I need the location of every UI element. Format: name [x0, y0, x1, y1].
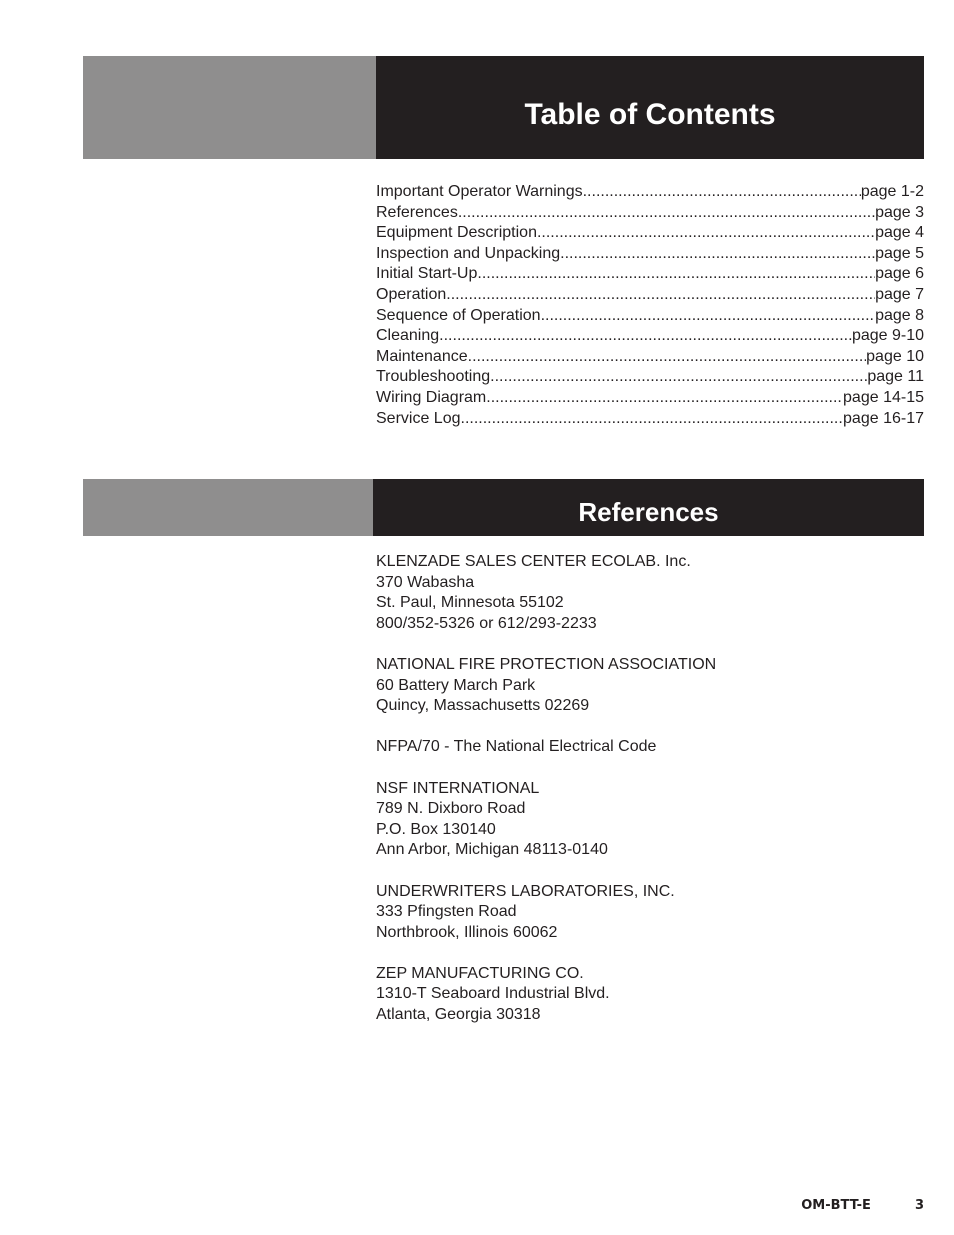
- toc-entry: [376, 244, 924, 265]
- toc-entry-page: page 11: [867, 368, 924, 386]
- toc-entry-page: page 9-10: [851, 327, 924, 345]
- toc-entry: [376, 367, 924, 388]
- reference-line: NFPA/70 - The National Electrical Code: [376, 738, 657, 756]
- toc-leader-dots: [461, 409, 844, 430]
- toc-leader-dots: [439, 326, 852, 347]
- reference-line: 789 N. Dixboro Road: [376, 800, 526, 818]
- toc-entry: [376, 182, 924, 203]
- toc-entry-page: page 8: [875, 306, 924, 324]
- reference-entry: [376, 737, 924, 758]
- toc-entry: [376, 347, 924, 368]
- toc-leader-dots: [486, 388, 843, 409]
- toc-entry-title: Equipment Description: [376, 224, 537, 242]
- reference-entry: [376, 882, 924, 944]
- toc-entry-title: Sequence of Operation: [376, 306, 541, 324]
- page-footer: [801, 1198, 924, 1213]
- toc-entry: [376, 223, 924, 244]
- reference-line: P.O. Box 130140: [376, 820, 496, 838]
- toc-leader-dots: [446, 285, 875, 306]
- toc-leader-dots: [477, 264, 875, 285]
- toc-entry-title: Troubleshooting: [376, 368, 491, 386]
- reference-entry: [376, 779, 924, 861]
- reference-line: 800/352-5326 or 612/293-2233: [376, 614, 597, 632]
- toc-entry-title: References: [376, 203, 458, 221]
- toc-leader-dots: [468, 347, 867, 368]
- toc-entry: [376, 285, 924, 306]
- toc-leader-dots: [541, 306, 876, 327]
- toc-header-banner: [83, 56, 924, 159]
- toc-leader-dots: [458, 203, 875, 224]
- doc-code: OM-BTT-E: [801, 1198, 871, 1213]
- reference-line: 333 Pfingsten Road: [376, 903, 517, 921]
- reference-line: ZEP MANUFACTURING CO.: [376, 964, 584, 982]
- reference-line: Quincy, Massachusetts 02269: [376, 697, 590, 715]
- toc-entry: [376, 326, 924, 347]
- page-number: 3: [914, 1198, 924, 1213]
- toc-entry-title: Cleaning: [376, 327, 440, 345]
- toc-entry-title: Maintenance: [376, 347, 468, 365]
- toc-list: [376, 182, 924, 429]
- references-list: [376, 552, 924, 1046]
- reference-line: KLENZADE SALES CENTER ECOLAB. Inc.: [376, 553, 691, 570]
- reference-line: NATIONAL FIRE PROTECTION ASSOCIATION: [376, 655, 717, 673]
- toc-entry-page: page 7: [875, 285, 924, 303]
- toc-entry: [376, 203, 924, 224]
- toc-entry-page: page 14-15: [843, 388, 924, 406]
- toc-entry: [376, 388, 924, 409]
- toc-entry-title: Service Log: [376, 409, 461, 427]
- reference-line: UNDERWRITERS LABORATORIES, INC.: [376, 882, 675, 900]
- toc-leader-dots: [537, 223, 875, 244]
- reference-line: 1310-T Seaboard Industrial Blvd.: [376, 985, 610, 1003]
- reference-line: 60 Battery March Park: [376, 676, 536, 694]
- toc-entry-page: page 16-17: [843, 409, 924, 427]
- toc-entry-title: Important Operator Warnings: [376, 183, 583, 200]
- reference-line: Ann Arbor, Michigan 48113-0140: [376, 841, 608, 859]
- reference-entry: [376, 655, 924, 717]
- toc-entry-page: page 6: [875, 265, 924, 283]
- toc-entry-page: page 1-2: [860, 183, 924, 200]
- toc-entry-page: page 3: [875, 203, 924, 221]
- reference-entry: [376, 552, 924, 634]
- toc-entry: [376, 409, 924, 430]
- references-header-banner: [83, 479, 924, 536]
- toc-entry-title: Operation: [376, 285, 447, 303]
- reference-line: 370 Wabasha: [376, 573, 475, 591]
- reference-line: Atlanta, Georgia 30318: [376, 1006, 541, 1024]
- reference-line: NSF INTERNATIONAL: [376, 779, 540, 797]
- toc-entry-page: page 5: [875, 244, 924, 262]
- reference-entry: [376, 964, 924, 1026]
- toc-entry: [376, 306, 924, 327]
- toc-entry-title: Initial Start-Up: [376, 265, 478, 283]
- toc-entry-page: page 10: [866, 347, 924, 365]
- toc-leader-dots: [583, 182, 861, 203]
- toc-heading: Table of Contents: [376, 56, 924, 159]
- reference-line: St. Paul, Minnesota 55102: [376, 594, 564, 612]
- toc-entry-title: Wiring Diagram: [376, 388, 487, 406]
- toc-leader-dots: [560, 244, 875, 265]
- banner-gray-block: [83, 479, 373, 536]
- toc-entry-title: Inspection and Unpacking: [376, 244, 561, 262]
- toc-leader-dots: [490, 367, 867, 388]
- toc-entry-page: page 4: [875, 224, 924, 242]
- reference-line: Northbrook, Illinois 60062: [376, 923, 558, 941]
- toc-entry: [376, 264, 924, 285]
- references-heading: References: [373, 479, 924, 536]
- banner-gray-block: [83, 56, 376, 159]
